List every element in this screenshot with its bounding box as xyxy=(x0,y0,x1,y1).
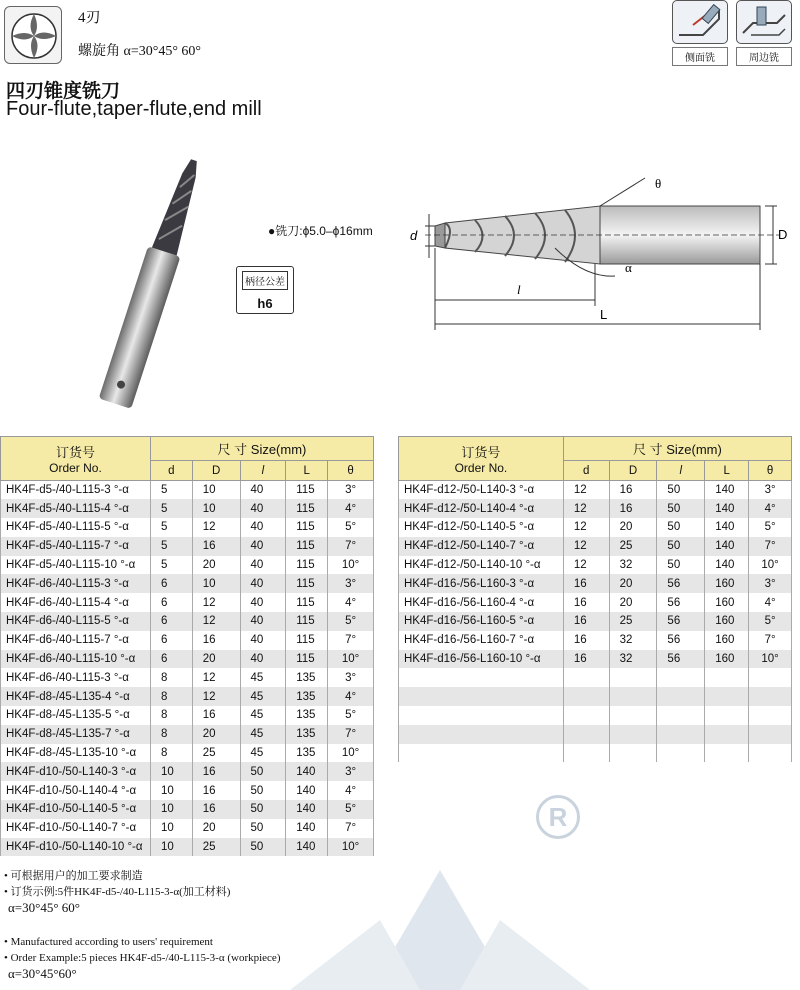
d-cell: 8 xyxy=(150,668,192,687)
d-cell: 16 xyxy=(563,650,609,669)
brand-watermark-logo xyxy=(230,850,650,990)
table-row xyxy=(1,762,374,781)
d-cell: 12 xyxy=(563,518,609,537)
D-cell: 20 xyxy=(192,650,240,669)
order-no-cell: HK4F-d6-/40-L115-4 °-α xyxy=(1,593,151,612)
L-cell xyxy=(705,687,749,706)
theta-cell xyxy=(749,725,792,744)
col-l: l xyxy=(240,461,286,481)
D-cell: 25 xyxy=(192,838,240,857)
note-custom-cn: • 可根据用户的加工要求制造 xyxy=(4,870,143,882)
theta-cell: 5° xyxy=(328,518,374,537)
l-cell: 50 xyxy=(657,499,705,518)
D-cell: 16 xyxy=(192,781,240,800)
l-cell: 40 xyxy=(240,537,286,556)
order-no-cell: HK4F-d5-/40-L115-5 °-α xyxy=(1,518,151,537)
operation-label: 侧面铣 xyxy=(672,47,728,66)
order-no-cell: HK4F-d10-/50-L140-4 °-α xyxy=(1,781,151,800)
D-cell: 16 xyxy=(192,631,240,650)
table-row xyxy=(399,537,792,556)
table-row xyxy=(399,744,792,763)
col-l: l xyxy=(657,461,705,481)
dim-label-theta: θ xyxy=(655,176,662,191)
side-milling-icon xyxy=(672,0,728,44)
D-cell: 16 xyxy=(609,499,657,518)
L-cell: 160 xyxy=(705,631,749,650)
table-row xyxy=(399,593,792,612)
L-cell: 135 xyxy=(286,687,328,706)
order-no-cell: HK4F-d16-/56-L160-5 °-α xyxy=(399,612,564,631)
table-row xyxy=(399,574,792,593)
D-cell: 16 xyxy=(192,800,240,819)
l-cell: 56 xyxy=(657,593,705,612)
theta-cell xyxy=(749,706,792,725)
col-d: d xyxy=(563,461,609,481)
L-cell: 160 xyxy=(705,612,749,631)
table-row xyxy=(1,556,374,575)
L-cell: 115 xyxy=(286,593,328,612)
d-cell xyxy=(563,725,609,744)
d-cell: 6 xyxy=(150,650,192,669)
d-cell: 10 xyxy=(150,800,192,819)
d-cell: 10 xyxy=(150,838,192,857)
D-cell: 10 xyxy=(192,574,240,593)
d-cell: 16 xyxy=(563,612,609,631)
table-row xyxy=(1,687,374,706)
l-cell: 45 xyxy=(240,706,286,725)
theta-cell: 7° xyxy=(749,631,792,650)
theta-cell xyxy=(749,687,792,706)
page-title-en: Four-flute,taper-flute,end mill xyxy=(6,98,262,120)
L-cell: 140 xyxy=(286,781,328,800)
note-alpha-cn: α=30°45° 60° xyxy=(8,900,80,915)
order-no-header: 订货号 Order No. xyxy=(399,437,564,481)
theta-cell: 10° xyxy=(749,556,792,575)
col-D: D xyxy=(609,461,657,481)
l-cell: 56 xyxy=(657,631,705,650)
l-cell: 56 xyxy=(657,612,705,631)
L-cell: 140 xyxy=(705,499,749,518)
L-cell: 140 xyxy=(705,537,749,556)
theta-cell: 4° xyxy=(328,781,374,800)
d-cell: 5 xyxy=(150,481,192,500)
D-cell: 12 xyxy=(192,668,240,687)
theta-cell: 3° xyxy=(328,668,374,687)
order-no-cell: HK4F-d16-/56-L160-7 °-α xyxy=(399,631,564,650)
table-row xyxy=(1,706,374,725)
L-cell: 135 xyxy=(286,668,328,687)
d-cell: 10 xyxy=(150,819,192,838)
table-row xyxy=(399,631,792,650)
D-cell: 32 xyxy=(609,650,657,669)
D-cell: 25 xyxy=(609,537,657,556)
theta-cell: 4° xyxy=(328,687,374,706)
page-title-cn: 四刃锥度铣刀 xyxy=(6,81,121,102)
order-no-cell: HK4F-d8-/45-L135-7 °-α xyxy=(1,725,151,744)
dimension-drawing xyxy=(405,168,800,340)
l-cell: 40 xyxy=(240,574,286,593)
tolerance-label: 柄径公差 xyxy=(242,271,288,290)
L-cell: 115 xyxy=(286,650,328,669)
D-cell: 10 xyxy=(192,499,240,518)
order-no-cell: HK4F-d8-/45-L135-10 °-α xyxy=(1,744,151,763)
d-cell: 5 xyxy=(150,518,192,537)
d-cell: 6 xyxy=(150,593,192,612)
theta-cell: 5° xyxy=(328,612,374,631)
d-cell xyxy=(563,668,609,687)
order-no-cell: HK4F-d8-/45-L135-5 °-α xyxy=(1,706,151,725)
table-row xyxy=(399,687,792,706)
registered-mark-icon: R xyxy=(536,795,580,839)
d-cell xyxy=(563,744,609,763)
l-cell xyxy=(657,725,705,744)
table-row xyxy=(399,668,792,687)
l-cell: 40 xyxy=(240,518,286,537)
order-no-cell: HK4F-d6-/40-L115-3 °-α xyxy=(1,574,151,593)
order-no-header: 订货号 Order No. xyxy=(1,437,151,481)
L-cell: 135 xyxy=(286,706,328,725)
dim-label-d: d xyxy=(410,228,418,243)
table-row xyxy=(399,499,792,518)
table-row xyxy=(1,574,374,593)
D-cell: 32 xyxy=(609,556,657,575)
order-no-cell: HK4F-d6-/40-L115-3 °-α xyxy=(1,668,151,687)
table-row xyxy=(1,744,374,763)
table-row xyxy=(1,537,374,556)
order-no-cell: HK4F-d5-/40-L115-10 °-α xyxy=(1,556,151,575)
D-cell: 20 xyxy=(192,556,240,575)
dim-label-D: D xyxy=(778,227,788,242)
table-row xyxy=(1,518,374,537)
l-cell: 50 xyxy=(240,762,286,781)
dim-label-L: L xyxy=(600,307,608,322)
L-cell xyxy=(705,725,749,744)
l-cell: 40 xyxy=(240,631,286,650)
table-row xyxy=(1,800,374,819)
theta-cell xyxy=(749,668,792,687)
d-cell xyxy=(563,687,609,706)
order-no-cell: HK4F-d10-/50-L140-10 °-α xyxy=(1,838,151,857)
dim-label-alpha: α xyxy=(625,260,632,275)
D-cell: 12 xyxy=(192,687,240,706)
L-cell: 135 xyxy=(286,725,328,744)
d-cell xyxy=(563,706,609,725)
table-row xyxy=(1,499,374,518)
d-cell: 8 xyxy=(150,744,192,763)
theta-cell: 7° xyxy=(328,725,374,744)
d-cell: 8 xyxy=(150,687,192,706)
note-example-en: • Order Example:5 pieces HK4F-d5-/40-L115-3-α (workpiece) xyxy=(4,952,281,964)
order-no-cell xyxy=(399,687,564,706)
order-no-cell: HK4F-d5-/40-L115-4 °-α xyxy=(1,499,151,518)
l-cell: 50 xyxy=(657,518,705,537)
L-cell: 140 xyxy=(286,838,328,857)
L-cell xyxy=(705,668,749,687)
cutting-diameter-range: ●铣刀:ϕ5.0–ϕ16mm xyxy=(268,224,373,238)
theta-cell: 5° xyxy=(749,518,792,537)
order-no-cell: HK4F-d12-/50-L140-10 °-α xyxy=(399,556,564,575)
l-cell xyxy=(657,706,705,725)
D-cell: 20 xyxy=(609,518,657,537)
col-L: L xyxy=(705,461,749,481)
col-theta: θ xyxy=(328,461,374,481)
D-cell: 12 xyxy=(192,593,240,612)
d-cell: 12 xyxy=(563,537,609,556)
tolerance-value: h6 xyxy=(257,296,273,311)
l-cell: 50 xyxy=(240,781,286,800)
L-cell: 160 xyxy=(705,593,749,612)
operation-side-milling xyxy=(672,0,728,66)
flute-count: 4刃 xyxy=(78,10,101,26)
order-no-cell: HK4F-d16-/56-L160-3 °-α xyxy=(399,574,564,593)
spec-table-left xyxy=(0,436,374,856)
d-cell: 5 xyxy=(150,537,192,556)
d-cell: 8 xyxy=(150,725,192,744)
D-cell: 12 xyxy=(192,612,240,631)
theta-cell xyxy=(749,744,792,763)
theta-cell: 3° xyxy=(328,762,374,781)
theta-cell: 5° xyxy=(328,800,374,819)
L-cell xyxy=(705,744,749,763)
D-cell: 32 xyxy=(609,631,657,650)
L-cell: 135 xyxy=(286,744,328,763)
l-cell: 50 xyxy=(657,481,705,500)
order-no-cell: HK4F-d12-/50-L140-4 °-α xyxy=(399,499,564,518)
l-cell: 56 xyxy=(657,574,705,593)
d-cell: 6 xyxy=(150,631,192,650)
d-cell: 6 xyxy=(150,574,192,593)
l-cell: 50 xyxy=(657,556,705,575)
l-cell: 40 xyxy=(240,556,286,575)
L-cell: 115 xyxy=(286,631,328,650)
order-no-cell: HK4F-d10-/50-L140-3 °-α xyxy=(1,762,151,781)
order-no-cell: HK4F-d16-/56-L160-10 °-α xyxy=(399,650,564,669)
order-no-cell: HK4F-d10-/50-L140-5 °-α xyxy=(1,800,151,819)
d-cell: 16 xyxy=(563,593,609,612)
col-L: L xyxy=(286,461,328,481)
order-no-cell: HK4F-d12-/50-L140-3 °-α xyxy=(399,481,564,500)
d-cell: 16 xyxy=(563,574,609,593)
L-cell: 140 xyxy=(705,481,749,500)
l-cell: 40 xyxy=(240,650,286,669)
theta-cell: 3° xyxy=(328,574,374,593)
theta-cell: 4° xyxy=(749,499,792,518)
D-cell: 20 xyxy=(192,819,240,838)
d-cell: 5 xyxy=(150,556,192,575)
order-no-cell xyxy=(399,725,564,744)
l-cell xyxy=(657,687,705,706)
l-cell: 45 xyxy=(240,744,286,763)
D-cell: 16 xyxy=(609,481,657,500)
d-cell: 8 xyxy=(150,706,192,725)
D-cell: 10 xyxy=(192,481,240,500)
D-cell xyxy=(609,744,657,763)
D-cell: 20 xyxy=(609,574,657,593)
L-cell: 140 xyxy=(286,800,328,819)
order-no-cell: HK4F-d16-/56-L160-4 °-α xyxy=(399,593,564,612)
d-cell: 6 xyxy=(150,612,192,631)
col-theta: θ xyxy=(749,461,792,481)
l-cell xyxy=(657,744,705,763)
D-cell: 25 xyxy=(609,612,657,631)
l-cell: 50 xyxy=(240,819,286,838)
L-cell: 115 xyxy=(286,612,328,631)
d-cell: 12 xyxy=(563,499,609,518)
d-cell: 10 xyxy=(150,781,192,800)
end-mill-photo xyxy=(80,150,230,410)
table-row xyxy=(1,612,374,631)
d-cell: 12 xyxy=(563,481,609,500)
theta-cell: 4° xyxy=(749,593,792,612)
table-row xyxy=(399,725,792,744)
table-row xyxy=(1,668,374,687)
order-no-cell: HK4F-d8-/45-L135-4 °-α xyxy=(1,687,151,706)
theta-cell: 3° xyxy=(328,481,374,500)
d-cell: 16 xyxy=(563,631,609,650)
d-cell: 10 xyxy=(150,762,192,781)
size-header: 尺 寸 Size(mm) xyxy=(563,437,791,461)
D-cell: 12 xyxy=(192,518,240,537)
theta-cell: 10° xyxy=(328,556,374,575)
spec-table-right xyxy=(398,436,792,762)
order-no-cell: HK4F-d6-/40-L115-10 °-α xyxy=(1,650,151,669)
l-cell: 50 xyxy=(657,537,705,556)
theta-cell: 7° xyxy=(749,537,792,556)
order-no-cell: HK4F-d5-/40-L115-7 °-α xyxy=(1,537,151,556)
helix-angle: 螺旋角 α=30°45° 60° xyxy=(78,44,202,59)
shank-tolerance-box xyxy=(236,266,294,314)
order-no-cell xyxy=(399,668,564,687)
order-no-cell: HK4F-d6-/40-L115-5 °-α xyxy=(1,612,151,631)
L-cell: 160 xyxy=(705,650,749,669)
table-row xyxy=(399,706,792,725)
l-cell: 50 xyxy=(240,838,286,857)
theta-cell: 7° xyxy=(328,819,374,838)
theta-cell: 10° xyxy=(328,744,374,763)
col-D: D xyxy=(192,461,240,481)
L-cell: 140 xyxy=(286,819,328,838)
l-cell: 45 xyxy=(240,725,286,744)
order-no-cell: HK4F-d6-/40-L115-7 °-α xyxy=(1,631,151,650)
note-example-cn: • 订货示例:5件HK4F-d5-/40-L115-3-α(加工材料) xyxy=(4,886,231,898)
theta-cell: 10° xyxy=(328,838,374,857)
notes-cn xyxy=(4,868,230,916)
peripheral-milling-icon xyxy=(736,0,792,44)
l-cell: 40 xyxy=(240,593,286,612)
L-cell: 115 xyxy=(286,556,328,575)
tool-cross-section-icon xyxy=(4,6,62,64)
D-cell: 16 xyxy=(192,706,240,725)
D-cell: 16 xyxy=(192,762,240,781)
theta-cell: 4° xyxy=(328,593,374,612)
theta-cell: 3° xyxy=(749,574,792,593)
table-row xyxy=(399,612,792,631)
order-no-cell xyxy=(399,744,564,763)
table-row xyxy=(1,631,374,650)
l-cell: 50 xyxy=(240,800,286,819)
order-no-cell: HK4F-d5-/40-L115-3 °-α xyxy=(1,481,151,500)
order-no-cell: HK4F-d12-/50-L140-7 °-α xyxy=(399,537,564,556)
L-cell: 115 xyxy=(286,518,328,537)
order-no-cell: HK4F-d12-/50-L140-5 °-α xyxy=(399,518,564,537)
L-cell: 160 xyxy=(705,574,749,593)
dim-label-l: l xyxy=(517,282,521,297)
D-cell xyxy=(609,706,657,725)
d-cell: 5 xyxy=(150,499,192,518)
l-cell xyxy=(657,668,705,687)
table-row xyxy=(1,650,374,669)
operation-label: 周边铣 xyxy=(736,47,792,66)
size-header: 尺 寸 Size(mm) xyxy=(150,437,373,461)
table-row xyxy=(399,556,792,575)
table-row xyxy=(399,650,792,669)
d-cell: 12 xyxy=(563,556,609,575)
l-cell: 40 xyxy=(240,499,286,518)
D-cell: 20 xyxy=(192,725,240,744)
L-cell: 140 xyxy=(286,762,328,781)
table-row xyxy=(399,518,792,537)
theta-cell: 5° xyxy=(328,706,374,725)
D-cell xyxy=(609,668,657,687)
D-cell: 16 xyxy=(192,537,240,556)
l-cell: 45 xyxy=(240,668,286,687)
D-cell: 20 xyxy=(609,593,657,612)
L-cell: 140 xyxy=(705,518,749,537)
L-cell: 115 xyxy=(286,574,328,593)
theta-cell: 5° xyxy=(749,612,792,631)
D-cell xyxy=(609,687,657,706)
theta-cell: 10° xyxy=(328,650,374,669)
l-cell: 40 xyxy=(240,612,286,631)
l-cell: 56 xyxy=(657,650,705,669)
table-row xyxy=(1,781,374,800)
order-no-cell xyxy=(399,706,564,725)
table-row xyxy=(1,593,374,612)
L-cell: 115 xyxy=(286,537,328,556)
l-cell: 45 xyxy=(240,687,286,706)
table-row xyxy=(399,481,792,500)
table-row xyxy=(1,819,374,838)
order-no-cell: HK4F-d10-/50-L140-7 °-α xyxy=(1,819,151,838)
note-alpha-en: α=30°45°60° xyxy=(8,966,77,981)
operation-peripheral-milling xyxy=(736,0,792,66)
theta-cell: 3° xyxy=(749,481,792,500)
L-cell: 140 xyxy=(705,556,749,575)
l-cell: 40 xyxy=(240,481,286,500)
theta-cell: 4° xyxy=(328,499,374,518)
note-custom-en: • Manufactured according to users' requirement xyxy=(4,936,213,948)
theta-cell: 7° xyxy=(328,537,374,556)
L-cell: 115 xyxy=(286,499,328,518)
table-row xyxy=(1,725,374,744)
D-cell: 25 xyxy=(192,744,240,763)
L-cell xyxy=(705,706,749,725)
L-cell: 115 xyxy=(286,481,328,500)
theta-cell: 10° xyxy=(749,650,792,669)
col-d: d xyxy=(150,461,192,481)
theta-cell: 7° xyxy=(328,631,374,650)
D-cell xyxy=(609,725,657,744)
table-row xyxy=(1,481,374,500)
